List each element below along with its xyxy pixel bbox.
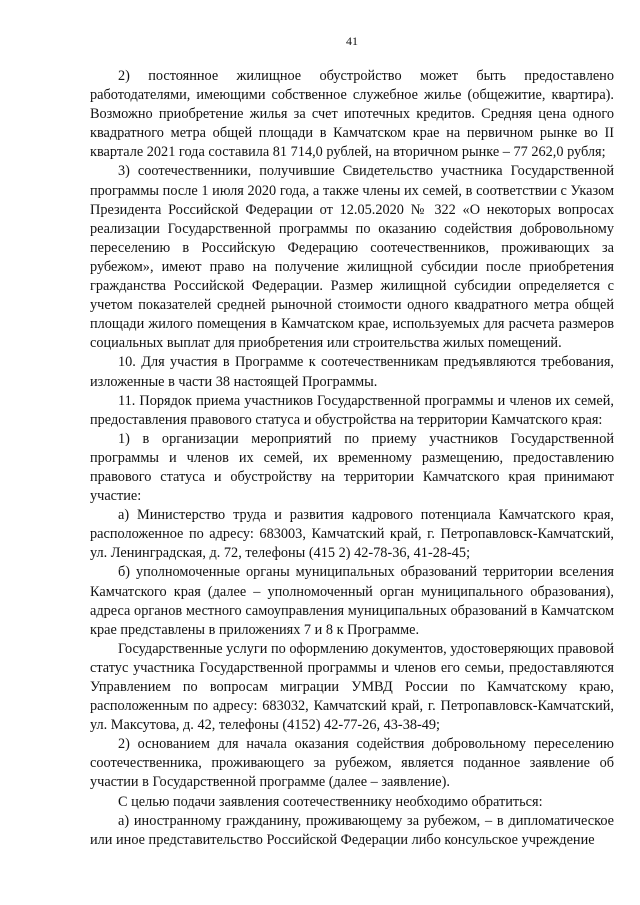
paragraph-municipal-bodies: б) уполномоченные органы муниципальных образований территории вселения Камчатского края (далее – уполномоченный орган муниципального образования), адреса органов местного самоуправления муниципальных образований в Камчатском крае представлены в приложениях 7 и 8 к Программе. <box>90 564 614 638</box>
paragraph-migration-services: Государственные услуги по оформлению документов, удостоверяющих правовой статус участника Государственной программы и членов его семьи, предоставляются Управлением по вопросам миграции УМВД России по Камчатскому краю, расположенным по адресу: 683032, Камчатский край, г. Петропавловск-Камчатский, ул. Максутова, д. 42, телефоны (4152) 42-77-26, 43-38-49; <box>90 640 614 734</box>
paragraph-foreign-citizen: а) иностранному гражданину, проживающему за рубежом, – в дипломатическое или иное представительство Российской Федерации либо консульское учреждение <box>90 812 614 848</box>
document-page <box>90 34 614 850</box>
paragraph-application-where: С целью подачи заявления соотечественнику необходимо обратиться: <box>118 793 543 810</box>
paragraph-ministry-address: а) Министерство труда и развития кадрового потенциала Камчатского края, расположенное по адресу: 683003, Камчатский край, г. Петропавловск-Камчатский, ул. Ленинградская, д. 72, телефоны (415 2) 42-78-36, 41-28-45; <box>90 507 614 562</box>
paragraph-requirements: 10. Для участия в Программе к соотечественникам предъявляются требования, изложенные в части 38 настоящей Программы. <box>90 354 614 390</box>
paragraph-participating-bodies: 1) в организации мероприятий по приему участников Государственной программы и членов их семей, их временному размещению, предоставлению правового статуса и обустройству на территории Камчатского края принимают участие: <box>90 430 614 505</box>
paragraph-reception-procedure: 11. Порядок приема участников Государственной программы и членов их семей, предоставления правового статуса и обустройства на территории Камчатского края: <box>90 392 614 428</box>
page-number: 41 <box>346 34 358 48</box>
paragraph-housing-employers: 2) постоянное жилищное обустройство может быть предоставлено работодателями, имеющими собственное служебное жилье (общежитие, квартира). Возможно приобретение жилья за счет ипотечных кредитов. Средняя цена одного квадратного метра общей площади в Камчатском крае на первичном рынке во II квартале 2021 года составила 81 714,0 рублей, на вторичном рынке – 77 262,0 рубля; <box>90 68 614 161</box>
paragraph-application-basis: 2) основанием для начала оказания содействия добровольному переселению соотечественника, проживающего за рубежом, является поданное заявление об участии в Государственной программе (далее – заявление). <box>90 736 614 791</box>
paragraph-housing-subsidy: 3) соотечественники, получившие Свидетельство участника Государственной программы после 1 июля 2020 года, а также члены их семей, в соответствии с Указом Президента Российской Федерации от 12.05.2020 № 322 «О некоторых вопросах реализации Государственной программы по оказанию содействия добровольному переселению в Российскую Федерацию соотечественников, проживающих за рубежом», имеют право на получение жилищной субсидии после приобретения гражданства Российской Федерации. Размер жилищной субсидии определяется с учетом показателей средней рыночной стоимости одного квадратного метра общей площади жилого помещения в Камчатском крае, используемых для расчета размеров социальных выплат для приобретения или строительства жилых помещений. <box>90 163 614 352</box>
